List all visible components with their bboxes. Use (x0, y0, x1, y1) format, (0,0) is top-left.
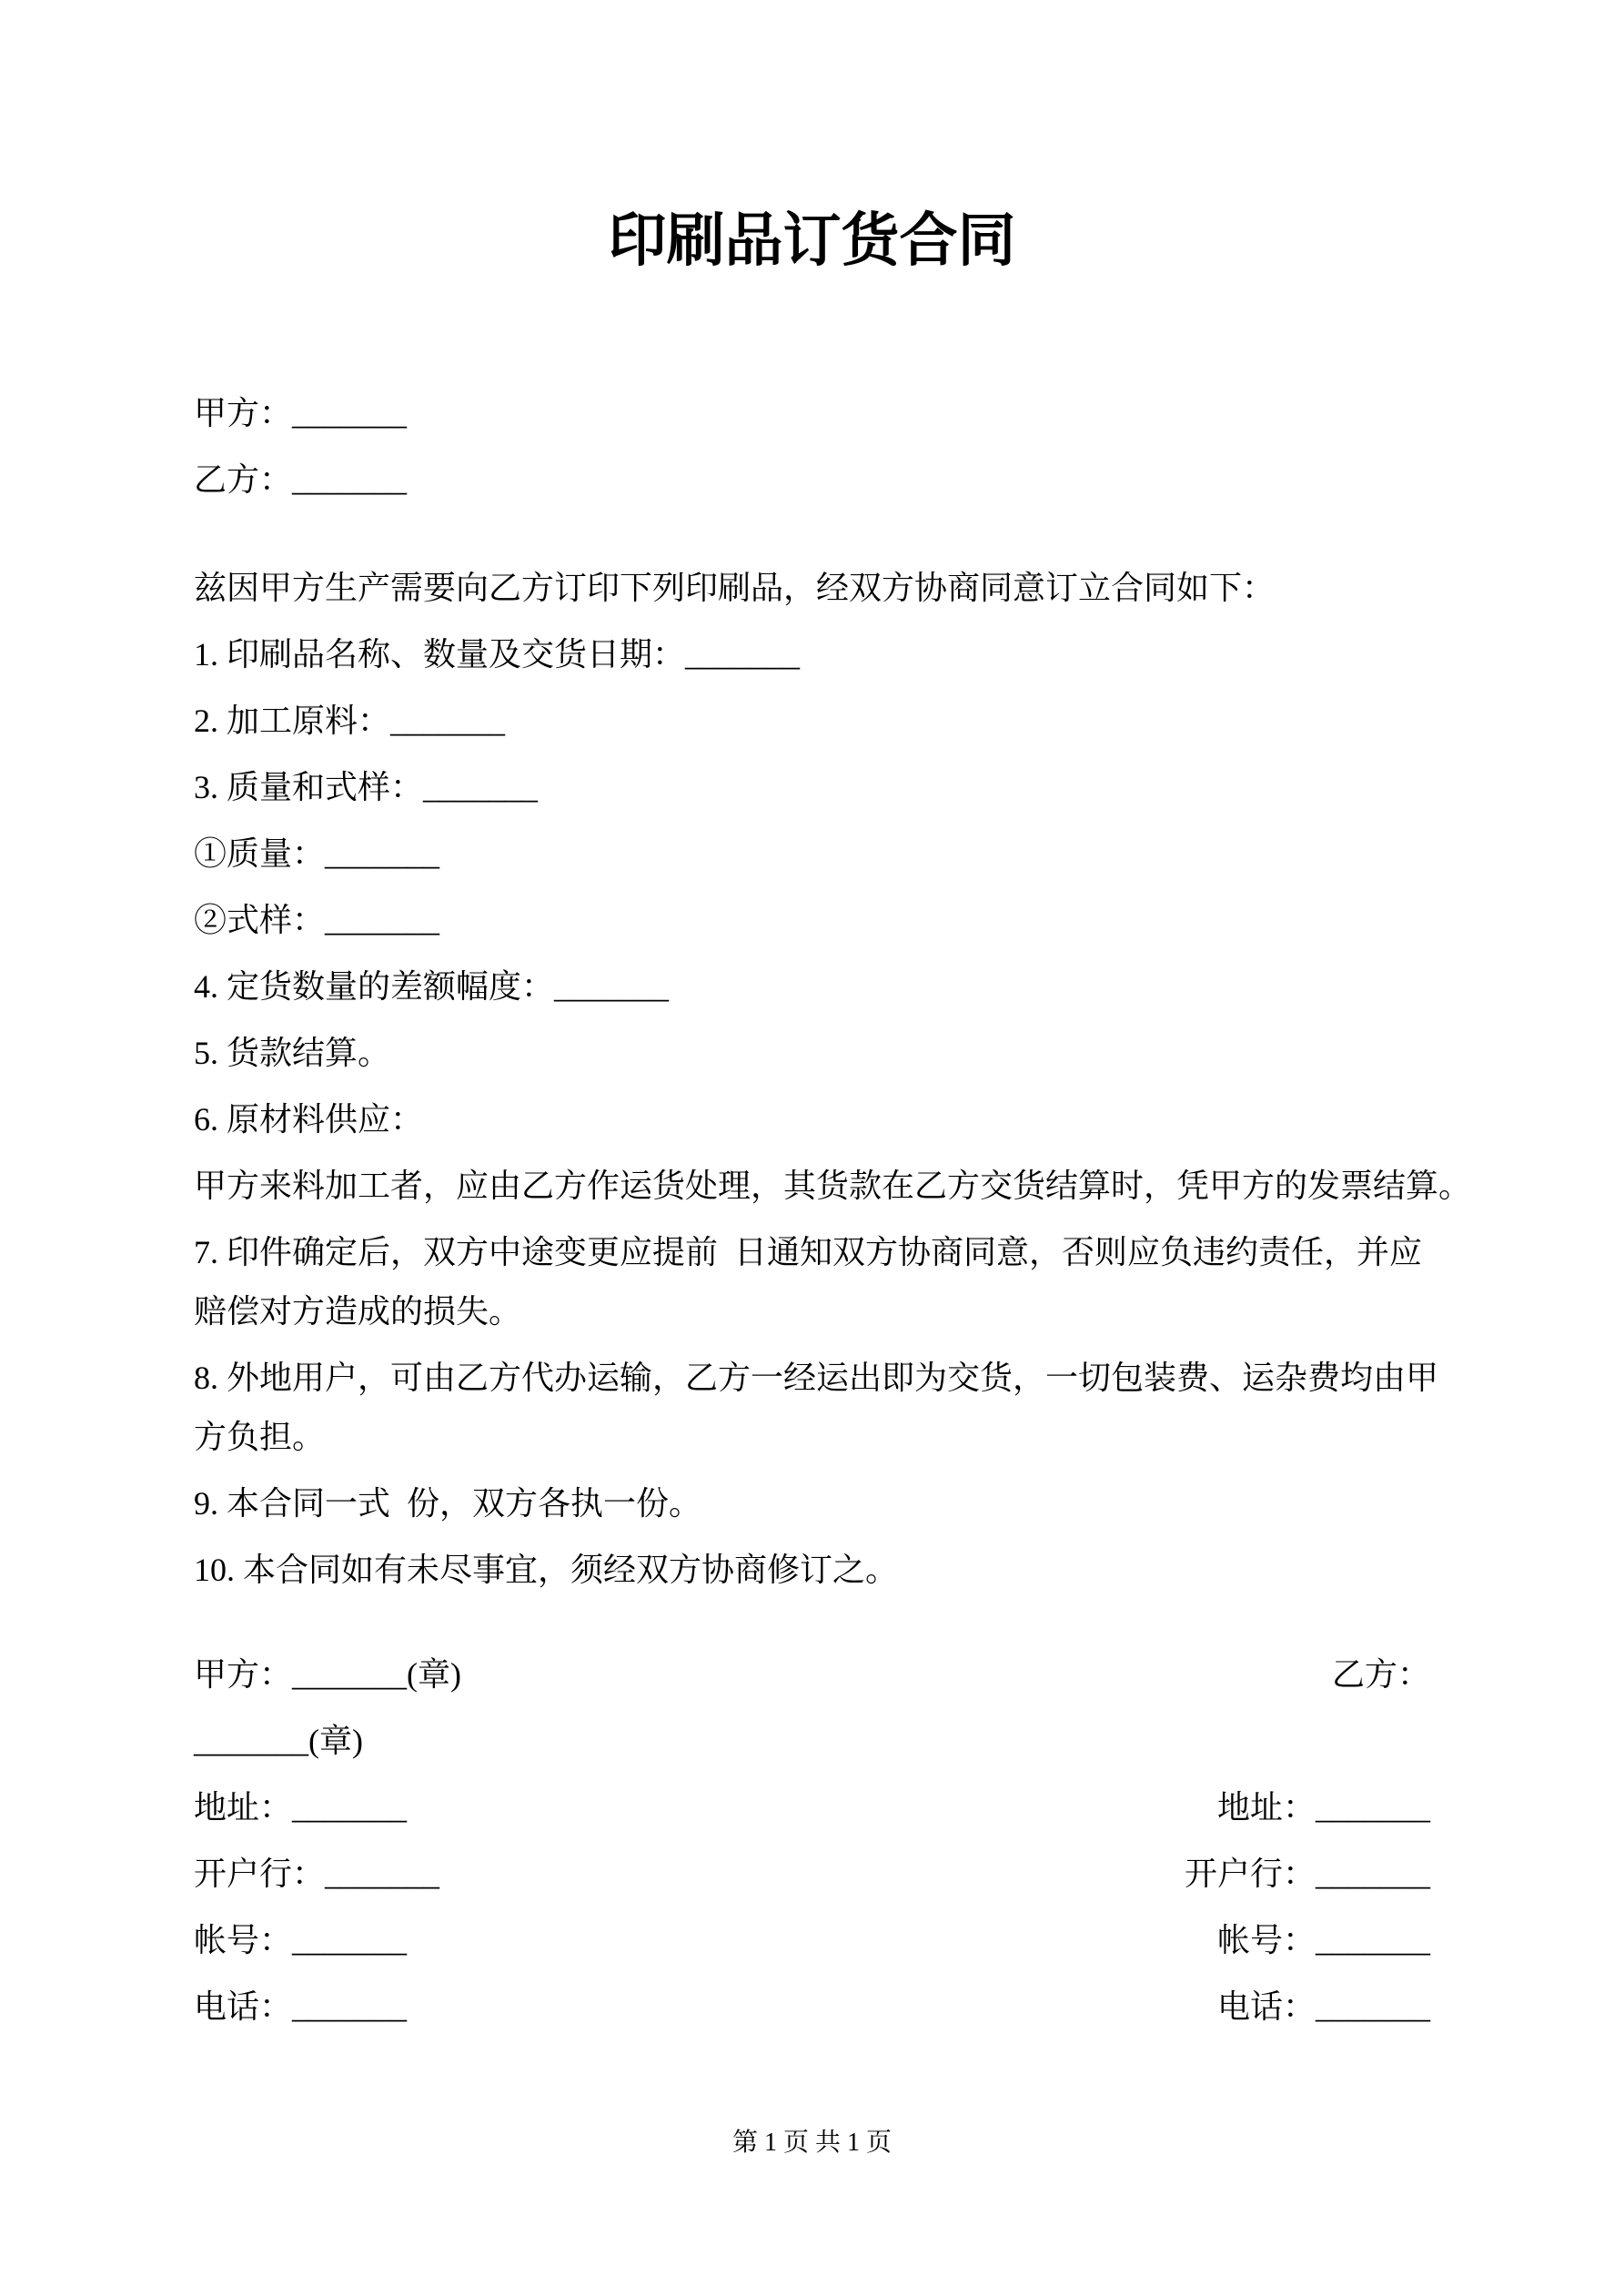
signature-row (194, 1911, 1430, 1970)
signature-right: 地址：_______ (1216, 1789, 1430, 1826)
signature-row (194, 1845, 1430, 1904)
signature-right: 乙方： (1331, 1656, 1430, 1693)
signature-row (194, 1712, 1430, 1771)
signature-right: 开户行：_______ (1184, 1856, 1430, 1892)
signature-left: 电话：_______ (194, 1988, 408, 2025)
party-line: 甲方：_______ (194, 395, 408, 431)
document-title: 印刷品订货合同 (608, 208, 1016, 273)
clause-line: 兹因甲方生产需要向乙方订印下列印刷品，经双方协商同意订立合同如下： (194, 570, 1276, 606)
party-line: 乙方：_______ (194, 461, 408, 498)
signature-row (194, 1645, 1430, 1704)
clause-line: 3. 质量和式样：_______ (194, 769, 539, 805)
clause-line: 6. 原材料供应： (194, 1101, 424, 1138)
clause-line: ②式样：_______ (194, 902, 440, 938)
clause-line: 赔偿对方造成的损失。 (194, 1293, 522, 1330)
signature-right: 帐号：_______ (1216, 1922, 1430, 1958)
clause-line: 9. 本合同一式 份，双方各执一份。 (194, 1485, 702, 1522)
signature-row (194, 1977, 1430, 2037)
party-section (194, 384, 1430, 510)
clause-line: 4. 定货数量的差额幅度：_______ (194, 968, 670, 1005)
clause-line: 甲方来料加工者，应由乙方作运货处理，其货款在乙方交货结算时，凭甲方的发票结算。 (194, 1168, 1472, 1204)
clause-line: 5. 货款结算。 (194, 1035, 391, 1071)
clause-line: 2. 加工原料：_______ (194, 703, 506, 739)
clause-line: ①质量：_______ (194, 835, 440, 872)
clause-line: 10. 本合同如有未尽事宜，须经双方协商修订之。 (194, 1552, 899, 1588)
page-footer: 第 1 页 共 1 页 (731, 2129, 892, 2157)
clause-line: 1. 印刷品名称、数量及交货日期：_______ (194, 636, 801, 673)
signature-left: 开户行：_______ (194, 1856, 440, 1892)
signature-left: _______(章) (194, 1723, 363, 1759)
signature-left: 地址：_______ (194, 1789, 408, 1826)
clause-line: 7. 印件确定后，双方中途变更应提前 日通知双方协商同意，否则应负违约责任，并应 (194, 1234, 1423, 1270)
clause-line: 方负担。 (194, 1419, 326, 1455)
signature-row (194, 1778, 1430, 1837)
signature-right: 电话：_______ (1216, 1988, 1430, 2025)
clause-line: 8. 外地用户，可由乙方代办运输，乙方一经运出即为交货，一切包装费、运杂费均由甲 (194, 1360, 1439, 1396)
signature-section (194, 1645, 1430, 2037)
signature-left: 甲方：_______(章) (194, 1656, 461, 1693)
signature-left: 帐号：_______ (194, 1922, 408, 1958)
contract-clauses (194, 559, 1472, 1600)
